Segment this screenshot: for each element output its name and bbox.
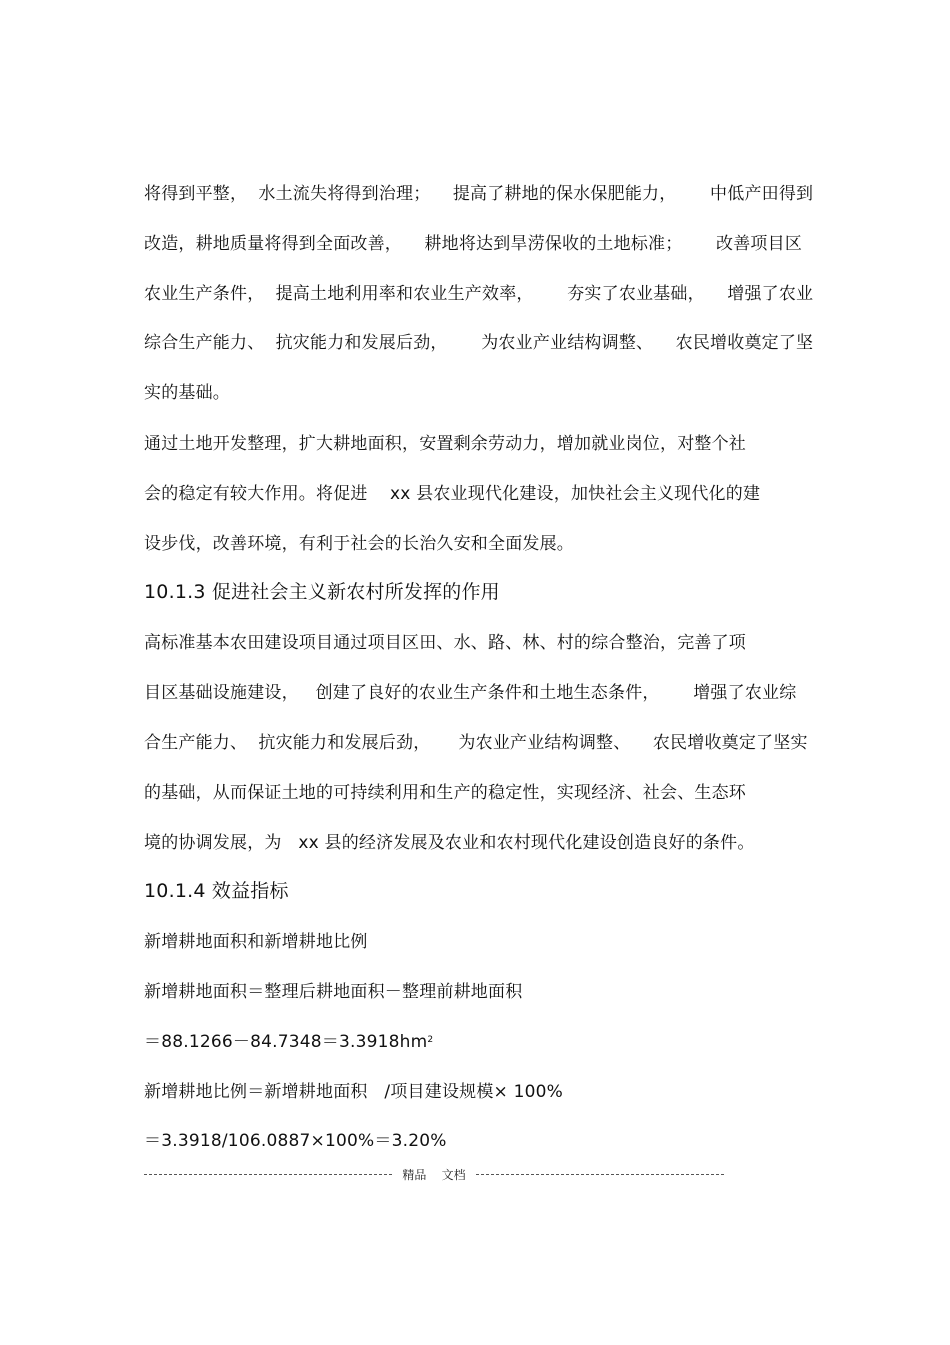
paragraph-2-line-1: 通过土地开发整理，扩大耕地面积，安置剩余劳动力，增加就业岗位，对整个社 — [144, 434, 746, 454]
paragraph-3-line-3: 合生产能力、 抗灾能力和发展后劲， 为农业产业结构调整、 农民增收奠定了坚实 — [144, 733, 808, 753]
paragraph-1-line-1: 将得到平整， 水土流失将得到治理； 提高了耕地的保水保肥能力， 中低产田得到 — [144, 184, 814, 204]
paragraph-1-line-2: 改造，耕地质量将得到全面改善， 耕地将达到旱涝保收的土地标准； 改善项目区 — [144, 234, 803, 254]
paragraph-3-line-5: 境的协调发展，为 xx 县的经济发展及农业和农村现代化建设创造良好的条件。 — [144, 833, 755, 853]
calc-new-ratio: ＝3.3918/106.0887×100%＝3.20% — [144, 1131, 447, 1151]
footer-label: 精品 文档 — [402, 1167, 466, 1182]
footer-rule-right — [476, 1174, 724, 1175]
unit-superscript: 2 — [427, 1035, 434, 1045]
section-heading-10-1-3: 10.1.3 促进社会主义新农村所发挥的作用 — [144, 581, 500, 603]
paragraph-2-line-2: 会的稳定有较大作用。将促进 xx 县农业现代化建设，加快社会主义现代化的建 — [144, 484, 761, 504]
paragraph-1-line-5: 实的基础。 — [144, 383, 230, 403]
paragraph-3-line-1: 高标准基本农田建设项目通过项目区田、水、路、林、村的综合整治，完善了项 — [144, 633, 746, 653]
formula-new-ratio: 新增耕地比例＝新增耕地面积 /项目建设规模× 100% — [144, 1082, 563, 1102]
indicator-title: 新增耕地面积和新增耕地比例 — [144, 932, 368, 952]
section-heading-10-1-4: 10.1.4 效益指标 — [144, 880, 289, 902]
formula-new-area: 新增耕地面积＝整理后耕地面积－整理前耕地面积 — [144, 982, 523, 1002]
page-footer — [144, 1166, 724, 1182]
paragraph-1-line-4: 综合生产能力、 抗灾能力和发展后劲， 为农业产业结构调整、 农民增收奠定了坚 — [144, 333, 814, 353]
footer-rule-left — [144, 1174, 392, 1175]
paragraph-3-line-4: 的基础，从而保证土地的可持续利用和生产的稳定性，实现经济、社会、生态环 — [144, 783, 746, 803]
paragraph-3-line-2: 目区基础设施建设， 创建了良好的农业生产条件和土地生态条件， 增强了农业综 — [144, 683, 797, 703]
paragraph-1-line-3: 农业生产条件， 提高土地利用率和农业生产效率， 夯实了农业基础， 增强了农业 — [144, 284, 814, 304]
calc-new-area-text: ＝88.1266－84.7348＝3.3918hm — [144, 1032, 428, 1052]
calc-new-area — [144, 1030, 433, 1054]
paragraph-2-line-3: 设步伐，改善环境，有利于社会的长治久安和全面发展。 — [144, 534, 574, 554]
